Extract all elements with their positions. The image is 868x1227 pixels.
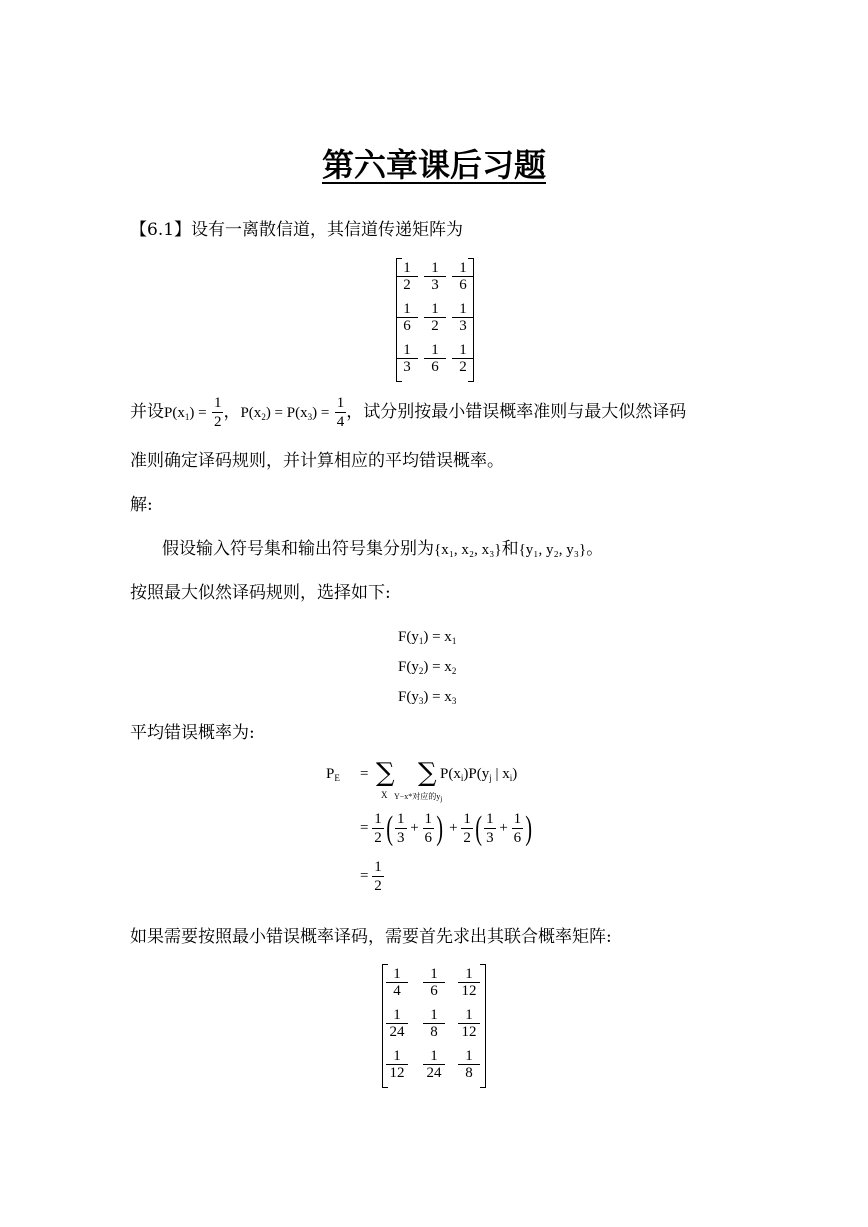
joint-matrix-cell — [382, 966, 412, 1000]
joint-matrix-cell — [454, 1048, 484, 1082]
cell-den: 2 — [403, 277, 411, 293]
pe-sub: E — [334, 773, 340, 783]
cell-den: 2 — [459, 359, 467, 375]
fraction — [423, 810, 435, 847]
cell-num: 1 — [396, 260, 418, 277]
problem-intro-text: 设有一离散信道，其信道传递矩阵为 — [191, 220, 464, 240]
cell-den: 6 — [431, 359, 439, 375]
p2-den: 4 — [336, 414, 345, 430]
fraction — [484, 810, 496, 847]
frac-num: 1 — [424, 811, 433, 828]
min-error-intro: 如果需要按照最小错误概率译码，需要首先求出其联合概率矩阵: — [130, 927, 612, 947]
rule-mid: ) = x — [423, 659, 452, 675]
joint-matrix-cell — [382, 1048, 412, 1082]
frac-num: 1 — [397, 811, 405, 828]
fraction — [512, 810, 524, 847]
p1-fraction — [212, 394, 224, 431]
frac-den: 2 — [374, 830, 382, 847]
frac-num: 1 — [486, 811, 494, 828]
term-sub3: i — [509, 773, 513, 783]
p1-num: 1 — [213, 395, 222, 411]
frac-den: 3 — [397, 830, 405, 847]
sum-term — [440, 766, 517, 783]
cell-den: 24 — [389, 1024, 405, 1040]
frac-den: 6 — [513, 830, 522, 847]
joint-matrix-cell — [454, 1007, 484, 1041]
cell-den: 12 — [389, 1065, 405, 1081]
channel-matrix-cell — [420, 260, 450, 294]
problem-line1-rest: ，试分别按最小错误概率准则与最大似然译码 — [346, 402, 687, 422]
rule-row — [398, 624, 456, 654]
fraction — [372, 810, 384, 847]
cell-num: 1 — [458, 1007, 480, 1024]
channel-matrix-cell — [420, 301, 450, 335]
eq-sign-3: = — [360, 868, 369, 884]
p2-expr: P(x — [240, 405, 262, 421]
cell-num: 1 — [424, 342, 446, 359]
rule-sub: 3 — [418, 696, 424, 706]
plus-sign: + — [449, 820, 458, 836]
rule-row — [398, 684, 456, 714]
assumption-line — [130, 392, 686, 437]
term-a: P(x — [440, 766, 461, 782]
cell-den: 8 — [430, 1024, 438, 1040]
cell-num: 1 — [452, 301, 474, 318]
problem-intro — [130, 218, 463, 242]
rule-sub: 2 — [418, 666, 424, 676]
rule-mid: ) = x — [423, 689, 452, 705]
rule-lhs: F(y — [398, 689, 419, 705]
p1-sub: 1 — [184, 412, 190, 422]
assume-prefix: 并设 — [130, 402, 164, 422]
rule-row — [398, 654, 456, 684]
problem-line2: 准则确定译码规则，并计算相应的平均错误概率。 — [130, 451, 504, 471]
eq-sign-2: = — [360, 820, 369, 836]
cell-den: 12 — [461, 983, 477, 999]
cell-den: 3 — [431, 277, 439, 293]
cell-den: 6 — [459, 277, 467, 293]
cell-den: 3 — [459, 318, 467, 334]
comma: ， — [223, 402, 241, 422]
sets-line — [162, 537, 603, 562]
frac-num: 1 — [374, 811, 382, 828]
result-num: 1 — [374, 859, 382, 876]
joint-matrix-cell — [382, 1007, 412, 1041]
p2-sub: 2 — [261, 412, 266, 422]
channel-matrix-cell — [420, 342, 450, 376]
p3-sub: 3 — [307, 412, 313, 422]
cell-den: 3 — [403, 359, 411, 375]
p1-den: 2 — [213, 414, 222, 430]
cell-num: 1 — [423, 1048, 445, 1065]
p3-close: ) = — [312, 405, 330, 421]
cell-den: 24 — [426, 1065, 442, 1081]
left-paren-icon: ( — [385, 809, 393, 847]
rule-lhs: F(y — [398, 629, 419, 645]
cell-num: 1 — [423, 966, 445, 983]
set-and: 和 — [501, 539, 519, 559]
joint-matrix-cell — [419, 1007, 449, 1041]
ml-intro: 按照最大似然译码规则，选择如下: — [130, 583, 391, 603]
cell-num: 1 — [386, 1048, 408, 1065]
cell-num: 1 — [452, 260, 474, 277]
plus-sign: + — [499, 820, 508, 836]
channel-matrix-cell — [448, 342, 478, 376]
eq-sign-1: = — [360, 766, 369, 782]
cell-num: 1 — [424, 301, 446, 318]
frac-den: 6 — [424, 830, 433, 847]
term-end: ) — [512, 766, 518, 782]
cell-num: 1 — [452, 342, 474, 359]
rule-sub: 1 — [418, 636, 424, 646]
p2-fraction — [335, 394, 347, 431]
result-fraction — [372, 858, 384, 895]
pe-symbol: P — [326, 766, 335, 782]
joint-matrix-cell — [454, 966, 484, 1000]
frac-num: 1 — [463, 811, 471, 828]
page-title: 第六章课后习题 — [321, 146, 546, 184]
problem-label: 【6.1】 — [130, 220, 192, 240]
result-den: 2 — [374, 878, 382, 895]
sum1-under: X — [381, 790, 388, 800]
decoding-rules — [398, 624, 456, 714]
frac-den: 2 — [463, 830, 471, 847]
fraction — [395, 810, 407, 847]
joint-matrix — [382, 964, 486, 1088]
term-sub2: j — [489, 773, 492, 783]
cell-num: 1 — [458, 1048, 480, 1065]
cell-den: 12 — [461, 1024, 477, 1040]
plus-sign: + — [410, 820, 419, 836]
sets-prefix: 假设输入符号集和输出符号集分别为 — [162, 539, 434, 559]
p2-mid: ) = P(x — [265, 405, 308, 421]
pe-line2 — [360, 808, 534, 848]
avg-error-label: 平均错误概率为: — [130, 723, 255, 743]
sets-end: 。 — [586, 539, 604, 559]
rule-rsub: 1 — [451, 636, 457, 646]
cell-num: 1 — [458, 966, 480, 983]
channel-matrix-cell — [448, 260, 478, 294]
rule-rsub: 2 — [451, 666, 457, 676]
fraction — [461, 810, 473, 847]
pe-lhs — [326, 766, 340, 783]
channel-matrix-cell — [448, 301, 478, 335]
sum2-under — [394, 791, 442, 803]
term-bar: | x — [491, 766, 510, 782]
right-paren-icon: ) — [436, 809, 444, 847]
sum-icon: ∑ — [376, 758, 395, 788]
joint-matrix-cell — [419, 966, 449, 1000]
cell-den: 8 — [465, 1065, 473, 1081]
solution-label: 解: — [130, 495, 153, 515]
cell-den: 6 — [403, 318, 411, 334]
channel-matrix-cell — [392, 301, 422, 335]
frac-den: 3 — [486, 830, 494, 847]
cell-num: 1 — [386, 966, 408, 983]
p1-expr: P(x — [164, 405, 185, 421]
channel-matrix-cell — [392, 260, 422, 294]
cell-den: 2 — [431, 318, 439, 334]
left-paren-icon: ( — [475, 809, 482, 847]
pe-result — [360, 856, 384, 896]
sum2-under-text: Y−x*对应的y — [394, 792, 441, 801]
sum-icon: ∑ — [418, 758, 437, 788]
rule-lhs: F(y — [398, 659, 419, 675]
channel-matrix — [396, 258, 474, 382]
channel-matrix-cell — [392, 342, 422, 376]
right-paren-icon: ) — [525, 809, 533, 847]
joint-matrix-cell — [419, 1048, 449, 1082]
sum2-under-sub: j — [440, 795, 443, 803]
cell-num: 1 — [396, 301, 418, 318]
cell-num: 1 — [423, 1007, 445, 1024]
term-mid: )P(y — [463, 766, 490, 782]
rule-mid: ) = x — [423, 629, 452, 645]
cell-den: 6 — [430, 983, 438, 999]
term-sub1: i — [460, 773, 464, 783]
p2-num: 1 — [336, 395, 345, 411]
cell-den: 4 — [393, 983, 401, 999]
set-x: {x₁, x₂, x₃} — [434, 542, 502, 558]
set-y: {y₁, y₂, y₃} — [518, 542, 587, 558]
cell-num: 1 — [424, 260, 446, 277]
cell-num: 1 — [396, 342, 418, 359]
frac-num: 1 — [513, 811, 522, 828]
p1-close: ) = — [189, 405, 207, 421]
cell-num: 1 — [386, 1007, 408, 1024]
rule-rsub: 3 — [451, 696, 457, 706]
